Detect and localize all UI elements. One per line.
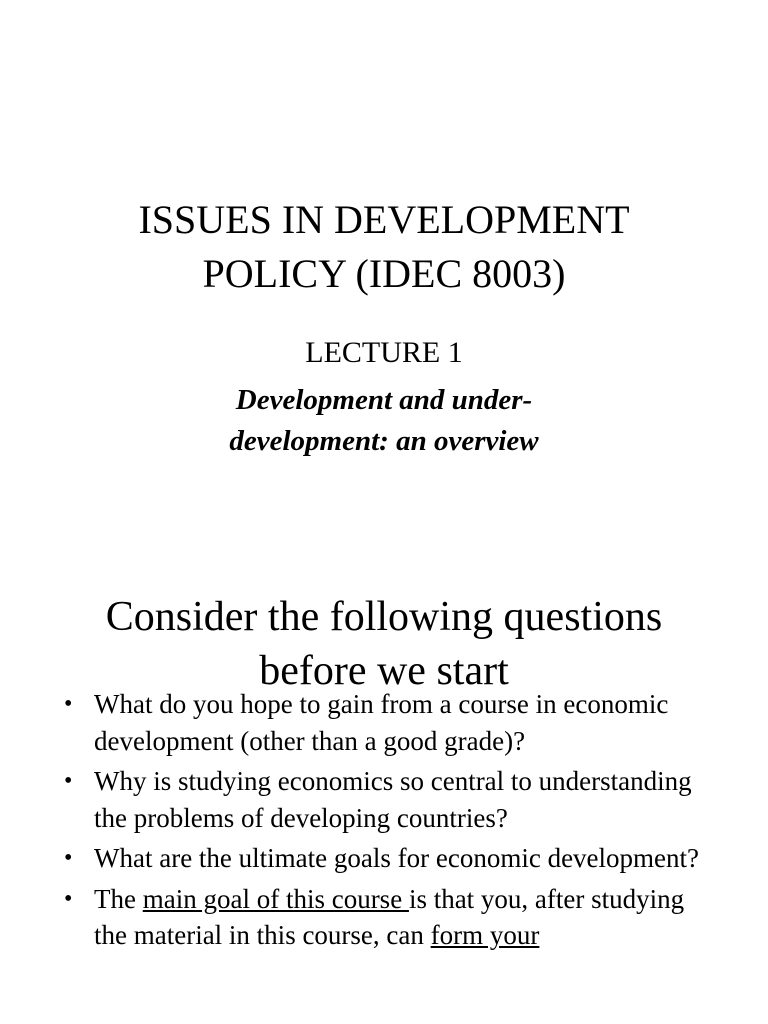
lecture-subtitle bbox=[190, 380, 578, 462]
course-title-line-2: POLICY (IDEC 8003) bbox=[202, 251, 566, 296]
goal-text-underlined-1: main goal of this course bbox=[142, 883, 409, 914]
goal-text-part-3: is that you, after studying the material in this course, can bbox=[94, 883, 685, 950]
questions-slide bbox=[0, 576, 768, 1024]
list-item bbox=[0, 686, 768, 759]
question-text: Why is studying economics so central to understanding the problems of developing countries? bbox=[94, 766, 692, 833]
list-item bbox=[0, 840, 768, 877]
bullet-icon: • bbox=[64, 845, 73, 871]
bullet-icon: • bbox=[64, 885, 73, 912]
course-title-line-1: ISSUES IN DEVELOPMENT bbox=[138, 197, 630, 242]
questions-title-line-2: before we start bbox=[259, 648, 509, 694]
bullet-icon: • bbox=[64, 691, 73, 717]
goal-text-underlined-2: form your bbox=[430, 920, 540, 950]
lecture-subtitle-line-1: Development and under- bbox=[235, 384, 533, 416]
bullet-icon: • bbox=[64, 768, 73, 794]
list-item bbox=[0, 763, 768, 836]
question-text: What are the ultimate goals for economic development? bbox=[94, 843, 700, 873]
lecture-subtitle-line-2: development: an overview bbox=[229, 425, 539, 457]
goal-text-part-1: The bbox=[94, 883, 143, 914]
question-text: What do you hope to gain from a course in economic development (other than a good grade)? bbox=[94, 689, 669, 756]
list-item bbox=[0, 881, 768, 954]
questions-title-line-1: Consider the following questions bbox=[105, 594, 663, 640]
question-list bbox=[0, 686, 768, 958]
lecture-number: LECTURE 1 bbox=[305, 336, 463, 369]
questions-title bbox=[30, 590, 738, 698]
course-title bbox=[40, 193, 728, 301]
